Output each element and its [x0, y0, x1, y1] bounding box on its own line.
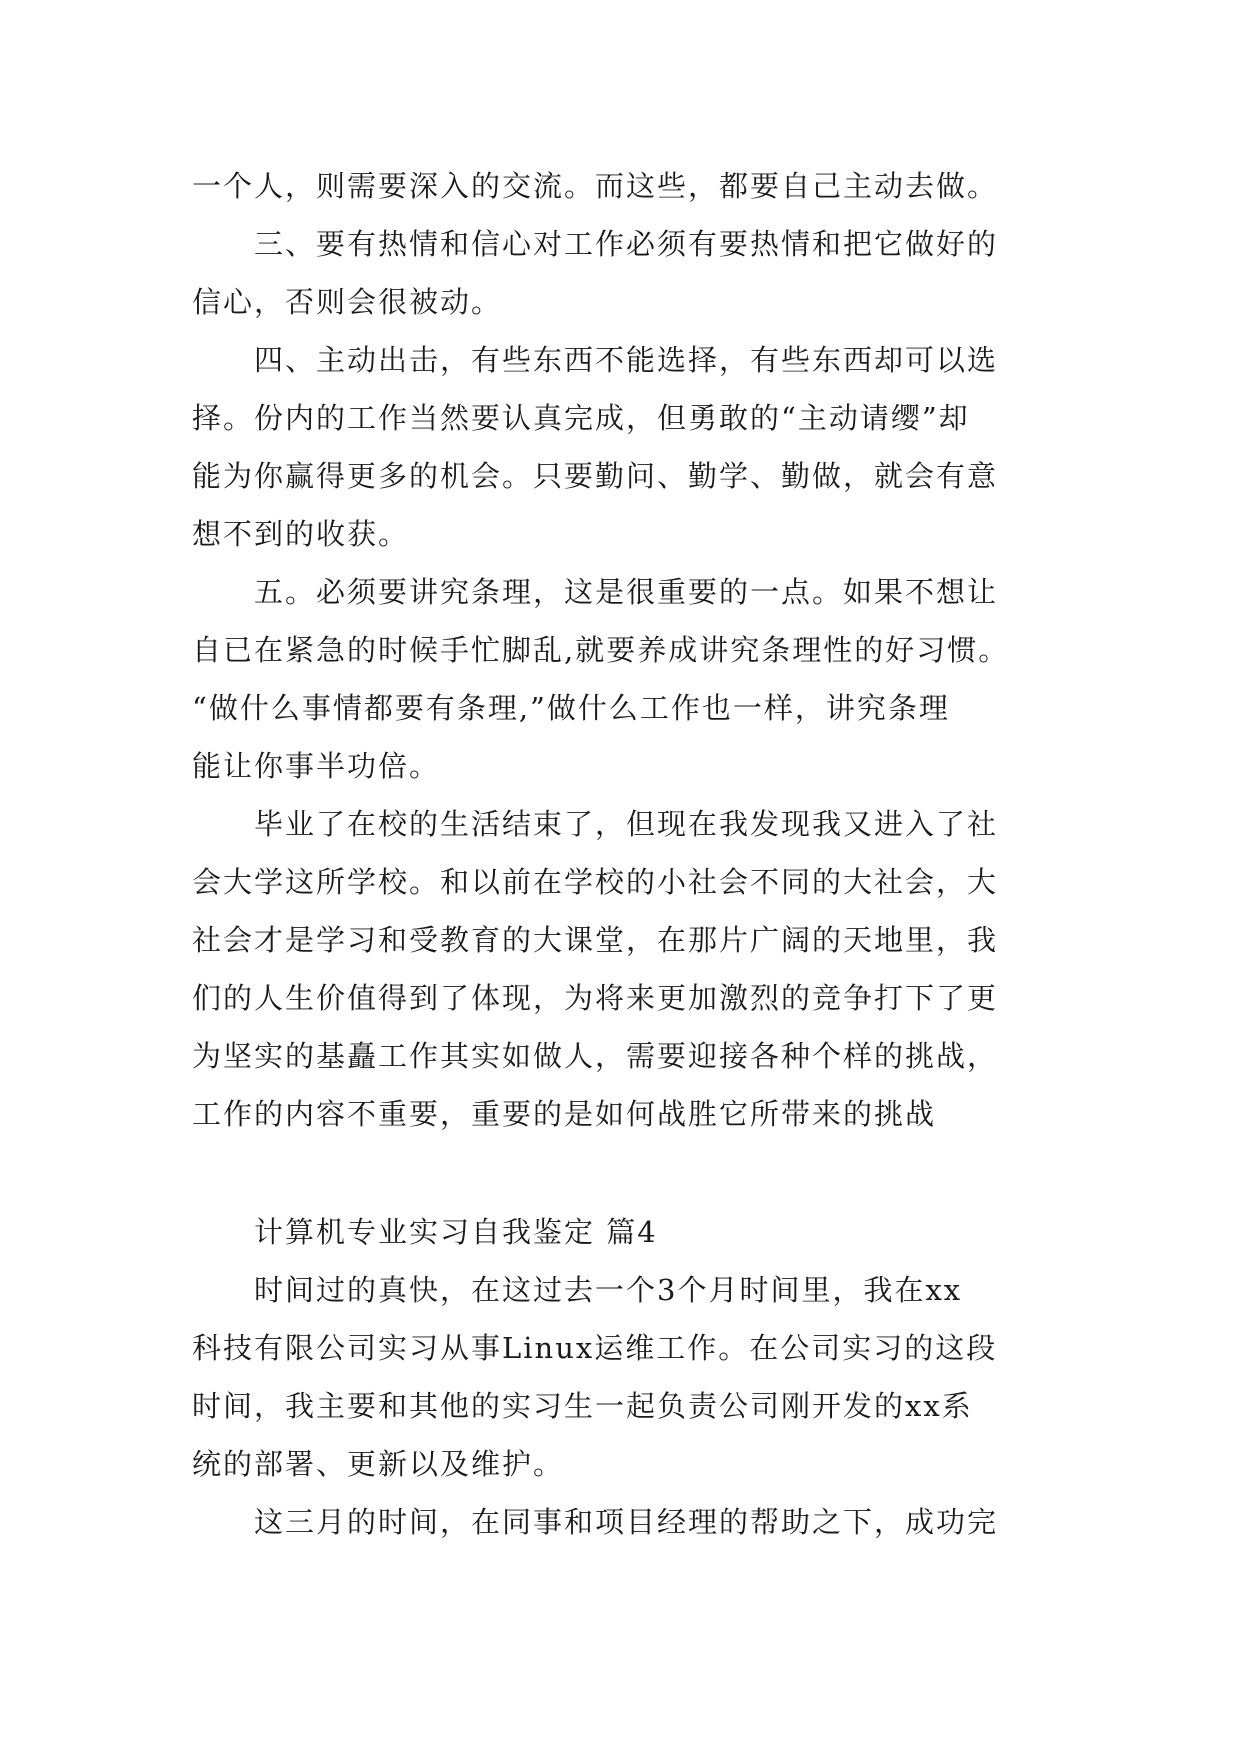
text-line: 能让你事半功倍。 [192, 749, 441, 783]
text-line: 能为你赢得更多的机会。只要勤问、勤学、勤做，就会有意 [192, 459, 999, 493]
text-line: 想不到的收获。 [192, 517, 410, 551]
text-line: 时间过的真快，在这过去一个3个月时间里，我在xx [254, 1273, 963, 1307]
text-line: 信心，否则会很被动。 [192, 285, 503, 319]
text-line: 会大学这所学校。和以前在学校的小社会不同的大社会，大 [192, 865, 999, 899]
text-line: 一个人，则需要深入的交流。而这些，都要自己主动去做。 [192, 169, 999, 203]
text-line: 这三月的时间，在同事和项目经理的帮助之下，成功完 [254, 1505, 999, 1539]
text-line: 为坚实的基矗工作其实如做人，需要迎接各种个样的挑战， [192, 1039, 999, 1073]
text-line: 统的部署、更新以及维护。 [192, 1447, 565, 1481]
text-line: 毕业了在校的生活结束了，但现在我发现我又进入了社 [254, 807, 999, 841]
text-line: 们的人生价值得到了体现，为将来更加激烈的竞争打下了更 [192, 981, 999, 1015]
text-line: “做什么事情都要有条理,”做什么工作也一样，讲究条理 [192, 691, 950, 725]
text-line: 三、要有热情和信心对工作必须有要热情和把它做好的 [254, 227, 999, 261]
text-line: 社会才是学习和受教育的大课堂，在那片广阔的天地里，我 [192, 923, 999, 957]
text-line: 科技有限公司实习从事Linux运维工作。在公司实习的这段 [192, 1331, 998, 1365]
text-line: 时间，我主要和其他的实习生一起负责公司刚开发的xx系 [192, 1389, 973, 1423]
text-line: 择。份内的工作当然要认真完成，但勇敢的“主动请缨”却 [192, 401, 970, 435]
text-line: 五。必须要讲究条理，这是很重要的一点。如果不想让 [254, 575, 999, 609]
section-heading: 计算机专业实习自我鉴定 篇4 [254, 1215, 658, 1249]
text-line: 工作的内容不重要，重要的是如何战胜它所带来的挑战 [192, 1097, 937, 1131]
text-line: 四、主动出击，有些东西不能选择，有些东西却可以选 [254, 343, 999, 377]
text-line: 自已在紧急的时候手忙脚乱,就要养成讲究条理性的好习惯。 [192, 633, 1010, 667]
